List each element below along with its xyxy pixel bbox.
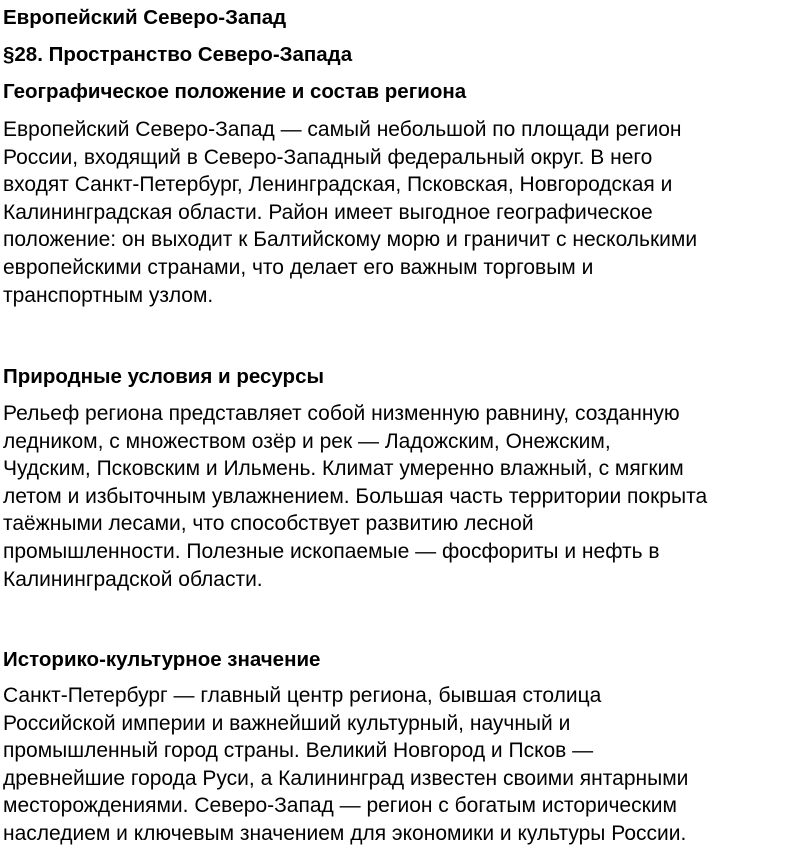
paragraph-nature xyxy=(3,400,799,593)
text-line: наследием и ключевым значением для экономики и культуры России. xyxy=(3,821,687,845)
heading-nature: Природные условия и ресурсы xyxy=(3,365,324,388)
text-line: Калининградская области. Район имеет выгодное географическое xyxy=(3,200,653,224)
text-line: промышленный город страны. Великий Новгород и Псков — xyxy=(3,739,594,763)
text-line: месторождениями. Северо-Запад — регион с богатым историческим xyxy=(3,794,677,818)
text-line: Чудским, Псковским и Ильмень. Климат умеренно влажный, с мягким xyxy=(3,457,684,481)
text-line: транспортным узлом. xyxy=(3,283,214,307)
heading-history: Историко-культурное значение xyxy=(3,648,321,671)
text-line: Калининградской области. xyxy=(3,567,263,591)
text-line: Санкт-Петербург — главный центр региона, бывшая столица xyxy=(3,684,602,707)
text-line: древнейшие города Руси, а Калининград известен своими янтарными xyxy=(3,766,689,790)
text-line: Рельеф региона представляет собой низменную равнину, созданную xyxy=(3,402,680,425)
text-line: промышленности. Полезные ископаемые — фосфориты и нефть в xyxy=(3,539,660,563)
text-line: таёжными лесами, что способствует развитию лесной xyxy=(3,512,534,536)
paragraph-title: §28. Пространство Северо-Запада xyxy=(3,43,353,66)
text-line: Российской империи и важнейший культурный, научный и xyxy=(3,711,571,735)
paragraph-geography xyxy=(3,116,799,309)
text-line: ледником, с множеством озёр и рек — Ладожским, Онежским, xyxy=(3,429,611,453)
heading-geography: Географическое положение и состав региона xyxy=(3,80,467,103)
text-line: европейскими странами, что делает его важным торговым и xyxy=(3,255,594,279)
text-line: России, входящий в Северо-Западный федеральный округ. В него xyxy=(3,145,653,169)
text-line: Европейский Северо-Запад — самый небольшой по площади регион xyxy=(3,118,682,141)
text-line: летом и избыточным увлажнением. Большая часть территории покрыта xyxy=(3,484,708,508)
text-line: входят Санкт-Петербург, Ленинградская, Псковская, Новгородская и xyxy=(3,173,673,197)
paragraph-history xyxy=(3,682,799,848)
section-title: Европейский Северо-Запад xyxy=(3,6,287,29)
text-line: положение: он выходит к Балтийскому морю и граничит с несколькими xyxy=(3,228,698,252)
